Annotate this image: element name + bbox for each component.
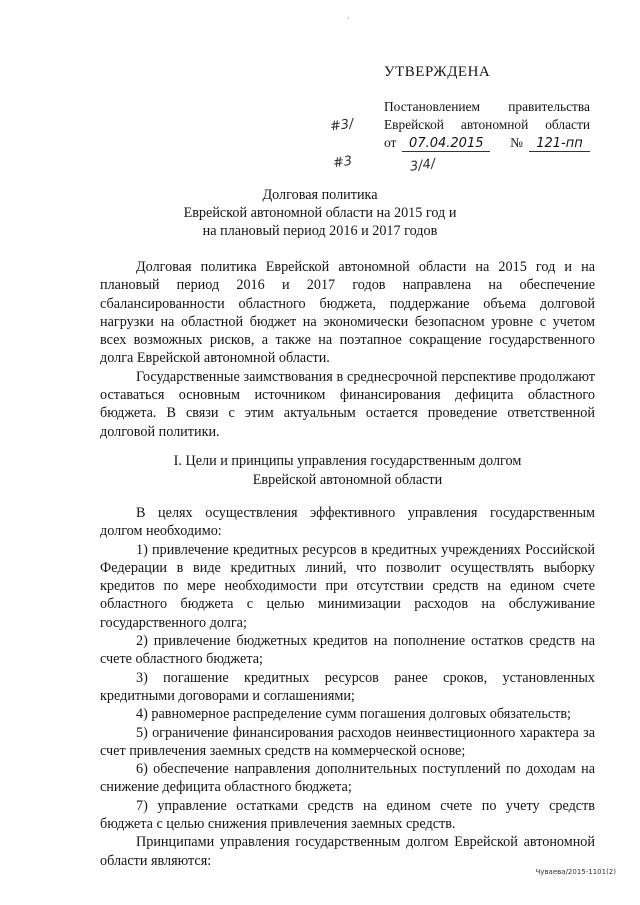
decree-word: правительства	[508, 99, 590, 114]
handwritten-mark-3: 3/4/	[409, 156, 437, 175]
list-item: 2) привлечение бюджетных кредитов на пополнение остатков средств на счете областного бюджета;	[100, 633, 595, 668]
section-body	[100, 504, 595, 870]
list-item: 5) ограничение финансирования расходов неинвестиционного характера за счет привлечения заемных средств на коммерческой основе;	[100, 724, 595, 759]
approval-heading: УТВЕРЖДЕНА	[384, 64, 491, 80]
title-line-1: Долговая политика	[262, 187, 378, 203]
title-line-3: на плановый период 2016 и 2017 годов	[202, 223, 438, 239]
decree-word: области	[545, 117, 590, 132]
scan-dot: ·	[347, 14, 350, 23]
decree-line-2	[384, 116, 590, 134]
handwritten-mark-1: #3/	[329, 116, 355, 135]
from-label: от	[384, 135, 397, 150]
document-code: Чуваева/2015-1101(2)	[535, 868, 616, 876]
decree-line-1	[384, 98, 590, 116]
body-lead: В целях осуществления эффективного управления государственным долгом необходимо:	[100, 505, 595, 540]
list-item: 7) управление остатками средств на едином счете по учету средств бюджета с целью снижения привлечения заемных средств.	[100, 797, 595, 833]
handwritten-mark-2: #3	[332, 153, 354, 172]
list-item: 4) равномерное распределение сумм погашения долговых обязательств;	[136, 706, 571, 723]
intro-text	[100, 258, 595, 441]
list-item: 6) обеспечение направления дополнительных поступлений по доходам на снижение дефицита областного бюджета;	[100, 761, 595, 796]
document-title	[0, 186, 640, 240]
decree-word: автономной	[460, 117, 529, 132]
handwritten-number: 121-пп	[529, 137, 590, 152]
list-item: 3) погашение кредитных ресурсов ранее сроков, установленных кредитными договорами и соглашениями;	[100, 669, 595, 704]
section-heading-line-2: Еврейской автономной области	[252, 471, 443, 488]
handwritten-date: 07.04.2015	[402, 137, 490, 152]
intro-paragraph-2: Государственные заимствования в среднесрочной перспективе продолжают оставаться основным источником финансирования дефицита областного бюджета. В связи с этим актуальным остается проведение ответственной долговой политики.	[100, 368, 595, 440]
decree-word: Постановлением	[384, 99, 480, 114]
list-item: 1) привлечение кредитных ресурсов в кредитных учреждениях Российской Федерации в виде кредитных линий, что позволит осуществлять выборку кредитов по мере необходимости при отсутствии средств на едином счете областного бюджета с целью минимизации расходов на обслуживание государственного долга;	[100, 541, 595, 631]
intro-paragraph-1: Долговая политика Еврейской автономной области на 2015 год и на плановый период 2016 и 2017 годов направлена на обеспечение сбалансированности областного бюджета, поддержание объема долговой нагрузки на областной бюджет на экономически безопасном уровне с учетом всех возможных рисков, а также на поэтапное сокращение государственного долга Еврейской автономной области.	[100, 259, 595, 367]
section-heading-line-1: I. Цели и принципы управления государственным долгом	[173, 453, 522, 469]
approval-decree-block	[384, 98, 590, 152]
section-heading	[100, 452, 595, 489]
principles-paragraph: Принципами управления государственным долгом Еврейской автономной области являются:	[100, 834, 595, 869]
decree-word: Еврейской	[384, 117, 444, 132]
title-line-2: Еврейской автономной области на 2015 год и	[183, 205, 457, 221]
decree-date-number-line	[384, 134, 590, 152]
number-label: №	[510, 135, 523, 150]
